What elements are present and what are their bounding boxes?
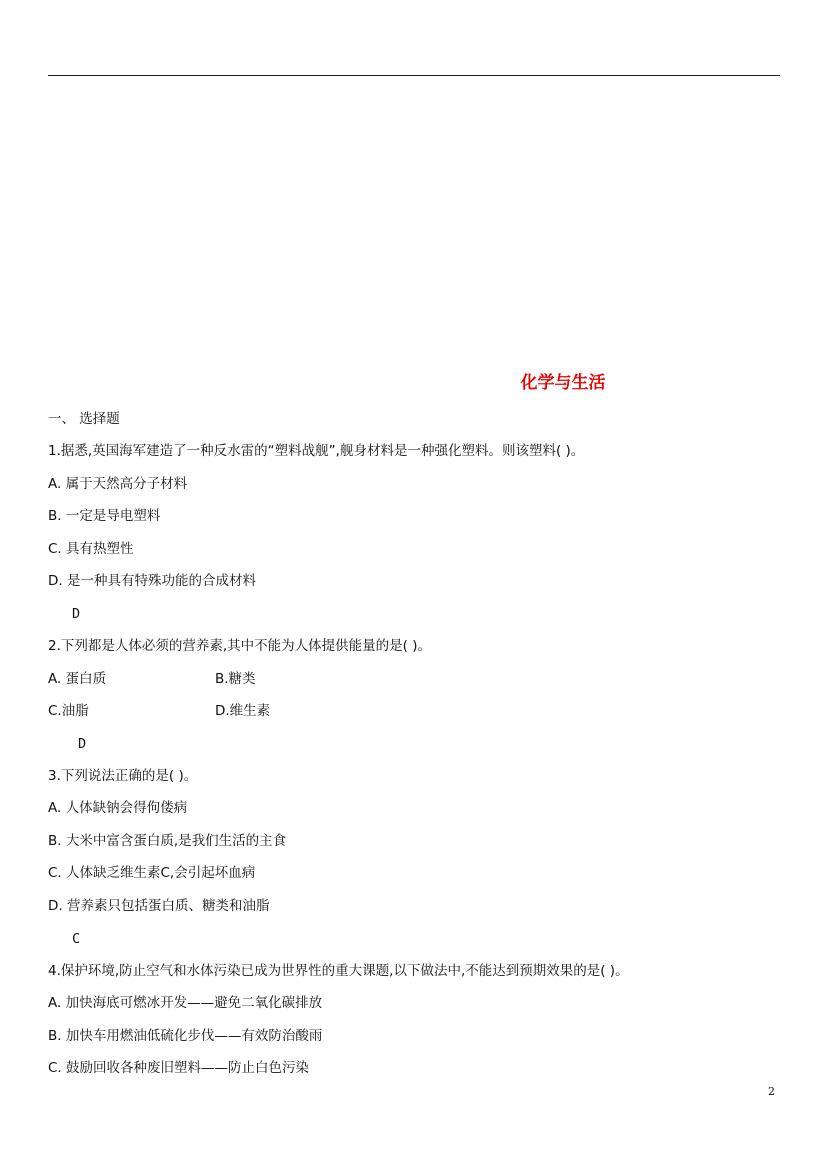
question-4-option-c: C. 鼓励回收各种废旧塑料——防止白色污染 <box>48 1060 310 1076</box>
question-3-option-d: D. 营养素只包括蛋白质、糖类和油脂 <box>48 898 270 914</box>
question-3-answer: C <box>72 931 81 947</box>
question-3-stem: 3.下列说法正确的是( )。 <box>48 768 198 784</box>
question-2-option-c: C.油脂 <box>48 703 89 719</box>
question-4-option-b: B. 加快车用燃油低硫化步伐——有效防治酸雨 <box>48 1028 323 1044</box>
question-1-option-b: B. 一定是导电塑料 <box>48 508 161 524</box>
document-title: 化学与生活 <box>520 373 606 393</box>
question-2-option-d: D.维生素 <box>215 703 271 719</box>
header-rule <box>48 75 780 76</box>
question-2-answer: D <box>78 736 87 752</box>
question-3-option-a: A. 人体缺钠会得佝偻病 <box>48 800 188 816</box>
question-2-stem: 2.下列都是人体必须的营养素,其中不能为人体提供能量的是( )。 <box>48 638 431 654</box>
question-3-option-c: C. 人体缺乏维生素C,会引起坏血病 <box>48 865 256 881</box>
question-1-option-d: D. 是一种具有特殊功能的合成材料 <box>48 573 256 589</box>
question-1-option-a: A. 属于天然高分子材料 <box>48 476 188 492</box>
section-heading: 一、 选择题 <box>48 411 120 427</box>
question-1-option-c: C. 具有热塑性 <box>48 541 134 557</box>
question-1-stem: 1.据悉,英国海军建造了一种反水雷的“塑料战舰”,舰身材料是一种强化塑料。则该塑料( )。 <box>48 443 585 459</box>
question-2-option-a: A. 蛋白质 <box>48 671 107 687</box>
page-number: 2 <box>768 1085 775 1098</box>
question-3-option-b: B. 大米中富含蛋白质,是我们生活的主食 <box>48 833 287 849</box>
question-1-answer: D <box>72 606 81 622</box>
question-4-stem: 4.保护环境,防止空气和水体污染已成为世界性的重大课题,以下做法中,不能达到预期效果的是( )。 <box>48 963 629 979</box>
question-2-option-b: B.糖类 <box>215 671 256 687</box>
question-4-option-a: A. 加快海底可燃冰开发——避免二氧化碳排放 <box>48 995 323 1011</box>
